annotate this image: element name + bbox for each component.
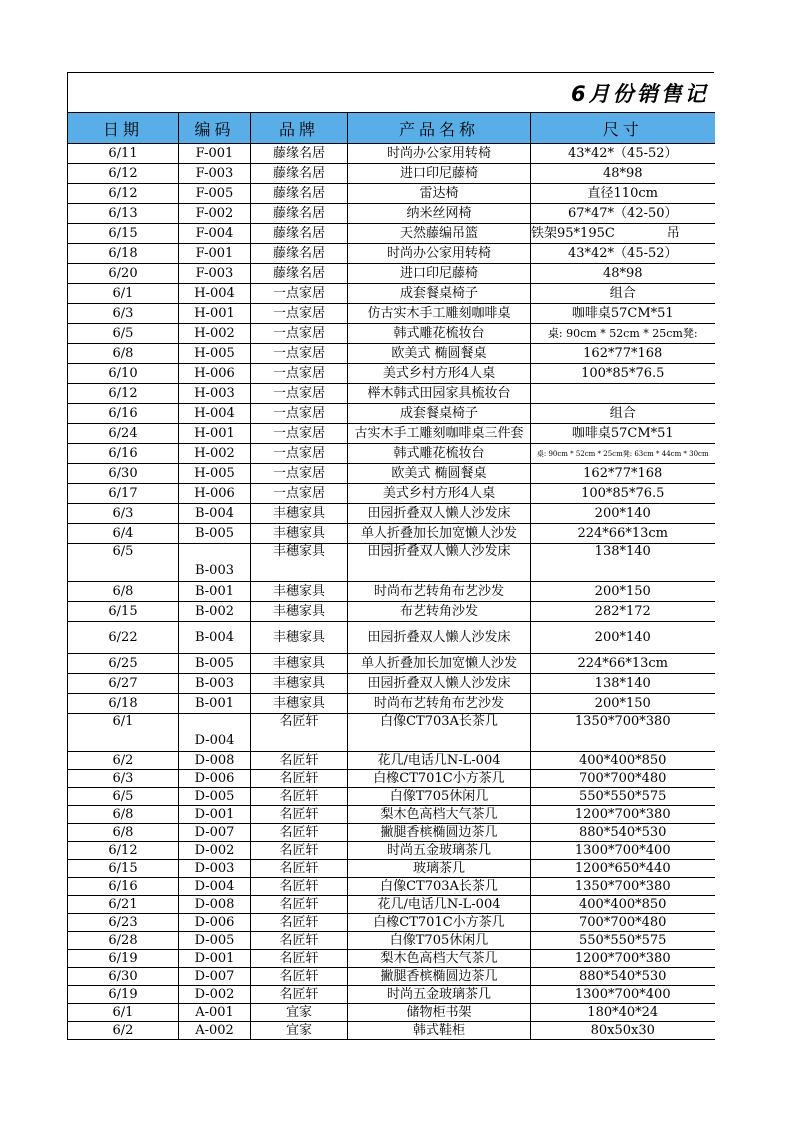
date-cell[interactable]: 6/28 <box>68 932 179 950</box>
date-cell[interactable]: 6/21 <box>68 896 179 914</box>
brand-cell[interactable]: 藤缘名居 <box>251 204 348 224</box>
date-cell[interactable]: 6/8 <box>68 344 179 364</box>
table-row <box>68 674 715 694</box>
product-cell[interactable]: 古实木手工雕刻咖啡桌三件套 <box>348 424 531 444</box>
brand-cell[interactable]: 名匠轩 <box>251 714 348 752</box>
brand-cell[interactable]: 丰穗家具 <box>251 654 348 674</box>
size-cell[interactable]: 1200*650*440 <box>531 860 715 878</box>
size-cell[interactable]: 1350*700*380 <box>531 714 715 752</box>
date-cell[interactable]: 6/13 <box>68 204 179 224</box>
code-cell[interactable]: F-003 <box>179 264 251 284</box>
brand-cell[interactable]: 一点家居 <box>251 364 348 384</box>
date-cell[interactable]: 6/3 <box>68 504 179 524</box>
brand-cell[interactable]: 一点家居 <box>251 484 348 504</box>
brand-cell[interactable]: 名匠轩 <box>251 860 348 878</box>
date-cell[interactable]: 6/30 <box>68 968 179 986</box>
table-row <box>68 788 715 806</box>
brand-cell[interactable]: 丰穗家具 <box>251 524 348 544</box>
code-cell[interactable]: H-006 <box>179 484 251 504</box>
code-cell[interactable]: F-004 <box>179 224 251 244</box>
code-cell[interactable]: F-003 <box>179 164 251 184</box>
brand-cell[interactable]: 丰穗家具 <box>251 694 348 714</box>
product-cell[interactable]: 时尚办公家用转椅 <box>348 244 531 264</box>
brand-cell[interactable]: 名匠轩 <box>251 968 348 986</box>
size-cell[interactable]: 400*400*850 <box>531 752 715 770</box>
size-cell[interactable]: 1350*700*380 <box>531 878 715 896</box>
size-cell[interactable]: 138*140 <box>531 674 715 694</box>
date-cell[interactable]: 6/1 <box>68 1004 179 1022</box>
size-cell[interactable]: 咖啡桌57CM*51 <box>531 424 715 444</box>
date-cell[interactable]: 6/1 <box>68 714 179 752</box>
table-row <box>68 504 715 524</box>
product-cell[interactable]: 仿古实木手工雕刻咖啡桌 <box>348 304 531 324</box>
size-cell[interactable]: 100*85*76.5 <box>531 364 715 384</box>
table-row <box>68 264 715 284</box>
table-row <box>68 304 715 324</box>
code-cell[interactable]: D-004 <box>179 878 251 896</box>
header-date: 日期 <box>68 113 179 144</box>
date-cell[interactable]: 6/15 <box>68 224 179 244</box>
product-cell[interactable]: 花几/电话几N-L-004 <box>348 752 531 770</box>
date-cell[interactable]: 6/8 <box>68 824 179 842</box>
size-cell[interactable]: 48*98 <box>531 164 715 184</box>
code-cell[interactable]: A-002 <box>179 1022 251 1040</box>
table-row <box>68 384 715 404</box>
date-cell[interactable]: 6/24 <box>68 424 179 444</box>
product-cell[interactable]: 天然藤编吊篮 <box>348 224 531 244</box>
date-cell[interactable]: 6/12 <box>68 842 179 860</box>
date-cell[interactable]: 6/19 <box>68 986 179 1004</box>
brand-cell[interactable]: 丰穗家具 <box>251 602 348 622</box>
product-cell[interactable]: 白橡CT701C小方茶几 <box>348 914 531 932</box>
code-cell[interactable]: D-006 <box>179 914 251 932</box>
code-cell[interactable]: B-003 <box>179 544 251 582</box>
brand-cell[interactable]: 藤缘名居 <box>251 224 348 244</box>
size-cell[interactable]: 组合 <box>531 404 715 424</box>
table-row <box>68 344 715 364</box>
date-cell[interactable]: 6/20 <box>68 264 179 284</box>
brand-cell[interactable]: 藤缘名居 <box>251 164 348 184</box>
size-cell[interactable]: 组合 <box>531 284 715 304</box>
brand-cell[interactable]: 藤缘名居 <box>251 144 348 164</box>
brand-cell[interactable]: 丰穗家具 <box>251 674 348 694</box>
code-cell[interactable]: D-002 <box>179 986 251 1004</box>
size-cell[interactable]: 282*172 <box>531 602 715 622</box>
code-cell[interactable]: D-007 <box>179 968 251 986</box>
size-cell[interactable]: 162*77*168 <box>531 344 715 364</box>
product-cell[interactable]: 韩式雕花梳妆台 <box>348 444 531 464</box>
table-row <box>68 164 715 184</box>
code-cell[interactable]: D-001 <box>179 950 251 968</box>
size-cell[interactable]: 162*77*168 <box>531 464 715 484</box>
table-row <box>68 444 715 464</box>
header-row <box>68 113 715 144</box>
table-row <box>68 224 715 244</box>
code-cell[interactable]: D-007 <box>179 824 251 842</box>
date-cell[interactable]: 6/12 <box>68 184 179 204</box>
brand-cell[interactable]: 名匠轩 <box>251 914 348 932</box>
table-row <box>68 1004 715 1022</box>
table-row <box>68 602 715 622</box>
table-row <box>68 878 715 896</box>
product-cell[interactable]: 纳米丝网椅 <box>348 204 531 224</box>
size-cell[interactable]: 880*540*530 <box>531 824 715 842</box>
brand-cell[interactable]: 名匠轩 <box>251 770 348 788</box>
size-cell[interactable]: 700*700*480 <box>531 770 715 788</box>
brand-cell[interactable]: 藤缘名居 <box>251 264 348 284</box>
code-cell[interactable]: F-001 <box>179 144 251 164</box>
product-cell[interactable]: 单人折叠加长加宽懒人沙发 <box>348 524 531 544</box>
header-code: 编码 <box>179 113 251 144</box>
product-cell[interactable]: 欧美式 椭圆餐桌 <box>348 344 531 364</box>
code-cell[interactable]: B-001 <box>179 694 251 714</box>
table-row <box>68 842 715 860</box>
product-cell[interactable]: 梨木色高档大气茶几 <box>348 806 531 824</box>
brand-cell[interactable]: 丰穗家具 <box>251 544 348 582</box>
product-cell[interactable]: 雷达椅 <box>348 184 531 204</box>
code-cell[interactable]: F-002 <box>179 204 251 224</box>
product-cell[interactable]: 白像T705休闲几 <box>348 932 531 950</box>
date-cell[interactable]: 6/12 <box>68 384 179 404</box>
product-cell[interactable]: 美式乡村方形4人桌 <box>348 484 531 504</box>
code-cell[interactable]: D-008 <box>179 752 251 770</box>
table-row <box>68 1022 715 1040</box>
code-cell[interactable]: F-001 <box>179 244 251 264</box>
date-cell[interactable]: 6/18 <box>68 244 179 264</box>
table-row <box>68 324 715 344</box>
brand-cell[interactable]: 宜家 <box>251 1022 348 1040</box>
code-cell[interactable]: D-006 <box>179 770 251 788</box>
size-cell[interactable]: 铁架95*195C 吊 <box>531 224 715 244</box>
table-row <box>68 424 715 444</box>
size-cell[interactable]: 224*66*13cm <box>531 654 715 674</box>
size-cell[interactable]: 200*150 <box>531 582 715 602</box>
product-cell[interactable]: 白像T705休闲几 <box>348 788 531 806</box>
size-cell[interactable]: 67*47*（42-50） <box>531 204 715 224</box>
date-cell[interactable]: 6/12 <box>68 164 179 184</box>
code-cell[interactable]: B-001 <box>179 582 251 602</box>
brand-cell[interactable]: 丰穗家具 <box>251 504 348 524</box>
product-cell[interactable]: 白橡CT701C小方茶几 <box>348 770 531 788</box>
code-cell[interactable]: D-001 <box>179 806 251 824</box>
table-row <box>68 464 715 484</box>
product-cell[interactable]: 梨木色高档大气茶几 <box>348 950 531 968</box>
product-cell[interactable]: 储物柜书架 <box>348 1004 531 1022</box>
date-cell[interactable]: 6/17 <box>68 484 179 504</box>
table-row <box>68 244 715 264</box>
date-cell[interactable]: 6/30 <box>68 464 179 484</box>
size-cell[interactable] <box>531 384 715 404</box>
table-row <box>68 694 715 714</box>
table-row <box>68 896 715 914</box>
product-cell[interactable]: 白像CT703A长茶几 <box>348 714 531 752</box>
size-cell[interactable]: 550*550*575 <box>531 932 715 950</box>
header-brand: 品牌 <box>251 113 348 144</box>
code-cell[interactable]: H-003 <box>179 384 251 404</box>
size-cell[interactable]: 880*540*530 <box>531 968 715 986</box>
product-cell[interactable]: 撇腿香槟椭圆边茶几 <box>348 824 531 842</box>
code-cell[interactable]: D-005 <box>179 788 251 806</box>
date-cell[interactable]: 6/10 <box>68 364 179 384</box>
size-cell[interactable]: 224*66*13cm <box>531 524 715 544</box>
date-cell[interactable]: 6/3 <box>68 304 179 324</box>
table-row <box>68 144 715 164</box>
size-cell[interactable]: 43*42*（45-52） <box>531 144 715 164</box>
table-row <box>68 284 715 304</box>
table-row <box>68 914 715 932</box>
code-cell[interactable]: A-001 <box>179 1004 251 1022</box>
size-cell[interactable]: 桌: 90cm * 52cm * 25cm凳: 63cm * 44cm * 30cm <box>531 444 715 464</box>
code-cell[interactable]: H-004 <box>179 284 251 304</box>
date-cell[interactable]: 6/2 <box>68 752 179 770</box>
product-cell[interactable]: 白像CT703A长茶几 <box>348 878 531 896</box>
brand-cell[interactable]: 名匠轩 <box>251 842 348 860</box>
code-cell[interactable]: H-005 <box>179 344 251 364</box>
product-cell[interactable]: 成套餐桌椅子 <box>348 404 531 424</box>
date-cell[interactable]: 6/5 <box>68 788 179 806</box>
table-row <box>68 968 715 986</box>
size-cell[interactable]: 直径110cm <box>531 184 715 204</box>
date-cell[interactable]: 6/5 <box>68 324 179 344</box>
date-cell[interactable]: 6/4 <box>68 524 179 544</box>
product-cell[interactable]: 田园折叠双人懒人沙发床 <box>348 674 531 694</box>
spreadsheet <box>67 72 714 1040</box>
size-cell[interactable]: 48*98 <box>531 264 715 284</box>
table-row <box>68 806 715 824</box>
product-cell[interactable]: 时尚五金玻璃茶几 <box>348 842 531 860</box>
brand-cell[interactable]: 丰穗家具 <box>251 582 348 602</box>
date-cell[interactable]: 6/27 <box>68 674 179 694</box>
brand-cell[interactable]: 名匠轩 <box>251 824 348 842</box>
date-cell[interactable]: 6/11 <box>68 144 179 164</box>
code-cell[interactable]: F-005 <box>179 184 251 204</box>
product-cell[interactable]: 进口印尼藤椅 <box>348 164 531 184</box>
code-cell[interactable]: H-002 <box>179 324 251 344</box>
code-cell[interactable]: H-001 <box>179 304 251 324</box>
size-cell[interactable]: 550*550*575 <box>531 788 715 806</box>
code-cell[interactable]: H-005 <box>179 464 251 484</box>
product-cell[interactable]: 单人折叠加长加宽懒人沙发 <box>348 654 531 674</box>
table-row <box>68 204 715 224</box>
brand-cell[interactable]: 丰穗家具 <box>251 622 348 654</box>
date-cell[interactable]: 6/22 <box>68 622 179 654</box>
table-row <box>68 824 715 842</box>
product-cell[interactable]: 田园折叠双人懒人沙发床 <box>348 622 531 654</box>
brand-cell[interactable]: 一点家居 <box>251 424 348 444</box>
product-cell[interactable]: 田园折叠双人懒人沙发床 <box>348 544 531 582</box>
size-cell[interactable]: 100*85*76.5 <box>531 484 715 504</box>
brand-cell[interactable]: 名匠轩 <box>251 806 348 824</box>
code-cell[interactable]: B-004 <box>179 504 251 524</box>
size-cell[interactable]: 1300*700*400 <box>531 842 715 860</box>
table-row <box>68 860 715 878</box>
code-cell[interactable]: D-002 <box>179 842 251 860</box>
brand-cell[interactable]: 宜家 <box>251 1004 348 1022</box>
table-row <box>68 950 715 968</box>
table-row <box>68 932 715 950</box>
size-cell[interactable]: 138*140 <box>531 544 715 582</box>
code-cell[interactable]: D-005 <box>179 932 251 950</box>
brand-cell[interactable]: 名匠轩 <box>251 878 348 896</box>
product-cell[interactable]: 进口印尼藤椅 <box>348 264 531 284</box>
code-cell[interactable]: H-002 <box>179 444 251 464</box>
product-cell[interactable]: 撇腿香槟椭圆边茶几 <box>348 968 531 986</box>
table-row <box>68 184 715 204</box>
size-cell[interactable]: 咖啡桌57CM*51 <box>531 304 715 324</box>
brand-cell[interactable]: 一点家居 <box>251 324 348 344</box>
date-cell[interactable]: 6/8 <box>68 582 179 602</box>
size-cell[interactable]: 80x50x30 <box>531 1022 715 1040</box>
header-product: 产品名称 <box>348 113 531 144</box>
size-cell[interactable]: 700*700*480 <box>531 914 715 932</box>
brand-cell[interactable]: 一点家居 <box>251 344 348 364</box>
table-row <box>68 752 715 770</box>
date-cell[interactable]: 6/2 <box>68 1022 179 1040</box>
sheet-title: 6月份销售记 <box>571 82 709 106</box>
product-cell[interactable]: 时尚办公家用转椅 <box>348 144 531 164</box>
brand-cell[interactable]: 名匠轩 <box>251 932 348 950</box>
code-cell[interactable]: B-003 <box>179 674 251 694</box>
code-cell[interactable]: H-006 <box>179 364 251 384</box>
brand-cell[interactable]: 一点家居 <box>251 444 348 464</box>
code-cell[interactable]: B-002 <box>179 602 251 622</box>
size-cell[interactable]: 1200*700*380 <box>531 950 715 968</box>
size-cell[interactable]: 43*42*（45-52） <box>531 244 715 264</box>
product-cell[interactable]: 欧美式 椭圆餐桌 <box>348 464 531 484</box>
table-row <box>68 404 715 424</box>
code-cell[interactable]: D-004 <box>179 714 251 752</box>
size-cell[interactable]: 200*140 <box>531 504 715 524</box>
table-row <box>68 524 715 544</box>
table-row <box>68 364 715 384</box>
sales-table <box>67 112 715 1040</box>
date-cell[interactable]: 6/19 <box>68 950 179 968</box>
product-cell[interactable]: 成套餐桌椅子 <box>348 284 531 304</box>
date-cell[interactable]: 6/3 <box>68 770 179 788</box>
title-row <box>67 72 714 112</box>
date-cell[interactable]: 6/16 <box>68 404 179 424</box>
table-row <box>68 714 715 752</box>
date-cell[interactable]: 6/16 <box>68 878 179 896</box>
code-cell[interactable]: B-004 <box>179 622 251 654</box>
table-row <box>68 622 715 654</box>
date-cell[interactable]: 6/23 <box>68 914 179 932</box>
brand-cell[interactable]: 名匠轩 <box>251 752 348 770</box>
size-cell[interactable]: 1300*700*400 <box>531 986 715 1004</box>
brand-cell[interactable]: 一点家居 <box>251 304 348 324</box>
size-cell[interactable]: 200*140 <box>531 622 715 654</box>
brand-cell[interactable]: 藤缘名居 <box>251 184 348 204</box>
table-body <box>68 144 715 1040</box>
size-cell[interactable]: 200*150 <box>531 694 715 714</box>
product-cell[interactable]: 花几/电话几N-L-004 <box>348 896 531 914</box>
date-cell[interactable]: 6/8 <box>68 806 179 824</box>
code-cell[interactable]: D-003 <box>179 860 251 878</box>
date-cell[interactable]: 6/18 <box>68 694 179 714</box>
brand-cell[interactable]: 一点家居 <box>251 384 348 404</box>
size-cell[interactable]: 180*40*24 <box>531 1004 715 1022</box>
date-cell[interactable]: 6/25 <box>68 654 179 674</box>
product-cell[interactable]: 时尚五金玻璃茶几 <box>348 986 531 1004</box>
brand-cell[interactable]: 名匠轩 <box>251 986 348 1004</box>
brand-cell[interactable]: 一点家居 <box>251 284 348 304</box>
product-cell[interactable]: 榉木韩式田园家具梳妆台 <box>348 384 531 404</box>
code-cell[interactable]: B-005 <box>179 654 251 674</box>
size-cell[interactable]: 桌: 90cm * 52cm * 25cm凳: <box>531 324 715 344</box>
brand-cell[interactable]: 藤缘名居 <box>251 244 348 264</box>
product-cell[interactable]: 美式乡村方形4人桌 <box>348 364 531 384</box>
date-cell[interactable]: 6/16 <box>68 444 179 464</box>
code-cell[interactable]: D-008 <box>179 896 251 914</box>
product-cell[interactable]: 时尚布艺转角布艺沙发 <box>348 582 531 602</box>
table-row <box>68 582 715 602</box>
size-cell[interactable]: 400*400*850 <box>531 896 715 914</box>
product-cell[interactable]: 时尚布艺转角布艺沙发 <box>348 694 531 714</box>
product-cell[interactable]: 韩式雕花梳妆台 <box>348 324 531 344</box>
header-size: 尺寸 <box>531 113 715 144</box>
brand-cell[interactable]: 名匠轩 <box>251 896 348 914</box>
date-cell[interactable]: 6/15 <box>68 860 179 878</box>
code-cell[interactable]: H-004 <box>179 404 251 424</box>
table-row <box>68 544 715 582</box>
product-cell[interactable]: 韩式鞋柜 <box>348 1022 531 1040</box>
date-cell[interactable]: 6/5 <box>68 544 179 582</box>
table-row <box>68 654 715 674</box>
table-row <box>68 770 715 788</box>
brand-cell[interactable]: 一点家居 <box>251 404 348 424</box>
product-cell[interactable]: 玻璃茶几 <box>348 860 531 878</box>
code-cell[interactable]: H-001 <box>179 424 251 444</box>
product-cell[interactable]: 田园折叠双人懒人沙发床 <box>348 504 531 524</box>
date-cell[interactable]: 6/15 <box>68 602 179 622</box>
code-cell[interactable]: B-005 <box>179 524 251 544</box>
brand-cell[interactable]: 名匠轩 <box>251 788 348 806</box>
brand-cell[interactable]: 一点家居 <box>251 464 348 484</box>
date-cell[interactable]: 6/1 <box>68 284 179 304</box>
table-row <box>68 986 715 1004</box>
size-cell[interactable]: 1200*700*380 <box>531 806 715 824</box>
product-cell[interactable]: 布艺转角沙发 <box>348 602 531 622</box>
table-row <box>68 484 715 504</box>
brand-cell[interactable]: 名匠轩 <box>251 950 348 968</box>
